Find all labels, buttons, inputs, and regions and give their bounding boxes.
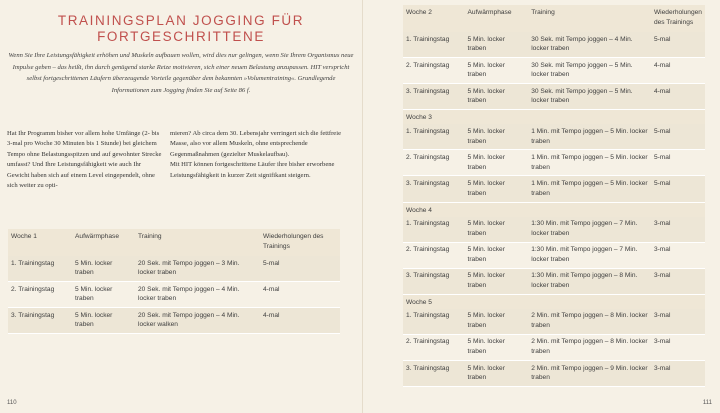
table-cell: 5 Min. locker traben xyxy=(465,309,529,335)
week1-table xyxy=(8,229,340,334)
week-header-row xyxy=(403,294,705,309)
table-cell: 4-mal xyxy=(260,308,340,334)
table-cell: 5 Min. locker traben xyxy=(465,334,529,360)
body-paragraph: Mit HIT können fortgeschrittene Läufer ihre bisher erworbene Leistungsfähigkeit in kurzer Zeit signifikant steigern. xyxy=(170,161,335,179)
column-header: Training xyxy=(528,5,651,32)
table-cell: 20 Sek. mit Tempo joggen – 3 Min. locker traben xyxy=(135,256,260,282)
table-cell: 2 Min. mit Tempo joggen – 8 Min. locker traben xyxy=(528,309,651,335)
table-cell: 5 Min. locker traben xyxy=(72,282,135,308)
table-row xyxy=(403,334,705,360)
table-cell: 5-mal xyxy=(651,124,705,150)
table-cell: 2 Min. mit Tempo joggen – 9 Min. locker traben xyxy=(528,361,651,387)
table-cell: 20 Sek. mit Tempo joggen – 4 Min. locker walken xyxy=(135,308,260,334)
table-cell: 2. Trainingstag xyxy=(403,58,465,84)
table-cell: 20 Sek. mit Tempo joggen – 4 Min. locker traben xyxy=(135,282,260,308)
table-row xyxy=(403,124,705,150)
table-cell: 5-mal xyxy=(651,150,705,176)
table-cell: 1 Min. mit Tempo joggen – 5 Min. locker traben xyxy=(528,150,651,176)
body-column-1: Hat Ihr Programm bisher vor allem hohe Umfänge (2- bis 3-mal pro Woche 30 Minuten bis 1 Stunde) bei gleichem Tempo ohne Belastungsspitzen und auf gewohnter Strecke umfasst? Und Ihre Leistungsfähigkeit wie auch Ihr Gewicht haben sich auf einem Level eingependelt, ohne sich weiter zu opti- xyxy=(7,130,162,190)
table-cell: 1:30 Min. mit Tempo joggen – 8 Min. locker traben xyxy=(528,268,651,294)
column-header: Aufwärmphase xyxy=(465,5,529,32)
table-cell: 4-mal xyxy=(651,58,705,84)
table-cell: 3-mal xyxy=(651,242,705,268)
body-column-2 xyxy=(170,129,352,181)
table-row xyxy=(403,242,705,268)
week-header-row xyxy=(403,202,705,217)
table-header-row xyxy=(8,229,340,256)
table-cell: 2. Trainingstag xyxy=(403,242,465,268)
table-cell: 5 Min. locker traben xyxy=(465,176,529,202)
table-cell: 3. Trainingstag xyxy=(403,361,465,387)
table-cell: 2 Min. mit Tempo joggen – 8 Min. locker traben xyxy=(528,334,651,360)
table-cell: 5 Min. locker traben xyxy=(72,308,135,334)
table-cell: 3. Trainingstag xyxy=(403,176,465,202)
table-row xyxy=(8,256,340,282)
table-row xyxy=(403,268,705,294)
table-cell: 5 Min. locker traben xyxy=(465,124,529,150)
table-cell: 1 Min. mit Tempo joggen – 5 Min. locker traben xyxy=(528,176,651,202)
table-cell: 5 Min. locker traben xyxy=(465,84,529,110)
table-cell: 5-mal xyxy=(651,176,705,202)
table-cell: 2. Trainingstag xyxy=(403,334,465,360)
table-row xyxy=(403,150,705,176)
table-cell: 4-mal xyxy=(651,84,705,110)
table-cell: 1. Trainingstag xyxy=(403,124,465,150)
table-row xyxy=(403,361,705,387)
page-title: TRAININGSPLAN JOGGING FÜR FORTGESCHRITTENE xyxy=(57,13,305,44)
table-cell: 1:30 Min. mit Tempo joggen – 7 Min. locker traben xyxy=(528,217,651,243)
table-row xyxy=(8,282,340,308)
table-cell: 30 Sek. mit Tempo joggen – 4 Min. locker traben xyxy=(528,32,651,58)
table-header-row xyxy=(403,5,705,32)
table-cell: 1 Min. mit Tempo joggen – 5 Min. locker traben xyxy=(528,124,651,150)
table-cell: 1. Trainingstag xyxy=(403,32,465,58)
page-number: 111 xyxy=(702,400,712,406)
week-label: Woche 4 xyxy=(403,202,705,217)
column-header: Training xyxy=(135,229,260,256)
page-number: 110 xyxy=(7,400,17,406)
table-cell: 1:30 Min. mit Tempo joggen – 7 Min. locker traben xyxy=(528,242,651,268)
weeks-2-5-table xyxy=(403,5,705,387)
table-cell: 1. Trainingstag xyxy=(403,217,465,243)
table-row xyxy=(403,32,705,58)
table-row xyxy=(403,58,705,84)
table-cell: 3-mal xyxy=(651,334,705,360)
table-cell: 2. Trainingstag xyxy=(8,282,72,308)
table-cell: 5 Min. locker traben xyxy=(465,58,529,84)
table-cell: 3. Trainingstag xyxy=(403,268,465,294)
table-cell: 2. Trainingstag xyxy=(403,150,465,176)
table-row xyxy=(403,217,705,243)
table-cell: 3-mal xyxy=(651,309,705,335)
table-cell: 1. Trainingstag xyxy=(403,309,465,335)
intro-paragraph: Wenn Sie Ihre Leistungsfähigkeit erhöhen und Muskeln aufbauen wollen, wird dies nur gelingen, wenn Sie Ihrem Organismus neue Impulse geben – das heißt, ihn durch genügend starke Reize motivieren, sich einer neuen Belastung anzupassen. HIT verspricht selbst fortgeschrittenen Läufern überzeugende Vorteile gegenüber dem bekannten »Volumentraining«. Grundlegende Informationen zum Jogging finden Sie auf Seite 86 f. xyxy=(8,52,354,94)
table-cell: 5 Min. locker traben xyxy=(465,150,529,176)
table-cell: 3-mal xyxy=(651,268,705,294)
column-header: Woche 1 xyxy=(8,229,72,256)
table-cell: 3. Trainingstag xyxy=(8,308,72,334)
table-row xyxy=(8,308,340,334)
table-cell: 5 Min. locker traben xyxy=(465,268,529,294)
week-label: Woche 3 xyxy=(403,110,705,125)
table-cell: 5-mal xyxy=(651,32,705,58)
column-header: Wiederholungen des Trainings xyxy=(651,5,705,32)
week-label: Woche 5 xyxy=(403,294,705,309)
table-cell: 4-mal xyxy=(260,282,340,308)
table-cell: 5 Min. locker traben xyxy=(465,32,529,58)
table-cell: 30 Sek. mit Tempo joggen – 5 Min. locker traben xyxy=(528,58,651,84)
table-cell: 5 Min. locker traben xyxy=(72,256,135,282)
table-cell: 5 Min. locker traben xyxy=(465,242,529,268)
table-cell: 5 Min. locker traben xyxy=(465,361,529,387)
table-cell: 5-mal xyxy=(260,256,340,282)
table-cell: 30 Sek. mit Tempo joggen – 5 Min. locker traben xyxy=(528,84,651,110)
table-cell: 3-mal xyxy=(651,361,705,387)
column-header: Aufwärmphase xyxy=(72,229,135,256)
table-cell: 5 Min. locker traben xyxy=(465,217,529,243)
table-row xyxy=(403,176,705,202)
body-paragraph: mieren? Ab circa dem 30. Lebensjahr verringert sich die fettfreie Masse, also vor allem Muskeln, ohne entsprechende Gegenmaßnahmen (gezielter Muskelaufbau). xyxy=(170,130,341,158)
week-header-row xyxy=(403,110,705,125)
table-cell: 3. Trainingstag xyxy=(403,84,465,110)
column-header: Wiederholungen des Trainings xyxy=(260,229,340,256)
table-cell: 3-mal xyxy=(651,217,705,243)
table-row xyxy=(403,309,705,335)
column-header: Woche 2 xyxy=(403,5,465,32)
table-row xyxy=(403,84,705,110)
table-cell: 1. Trainingstag xyxy=(8,256,72,282)
